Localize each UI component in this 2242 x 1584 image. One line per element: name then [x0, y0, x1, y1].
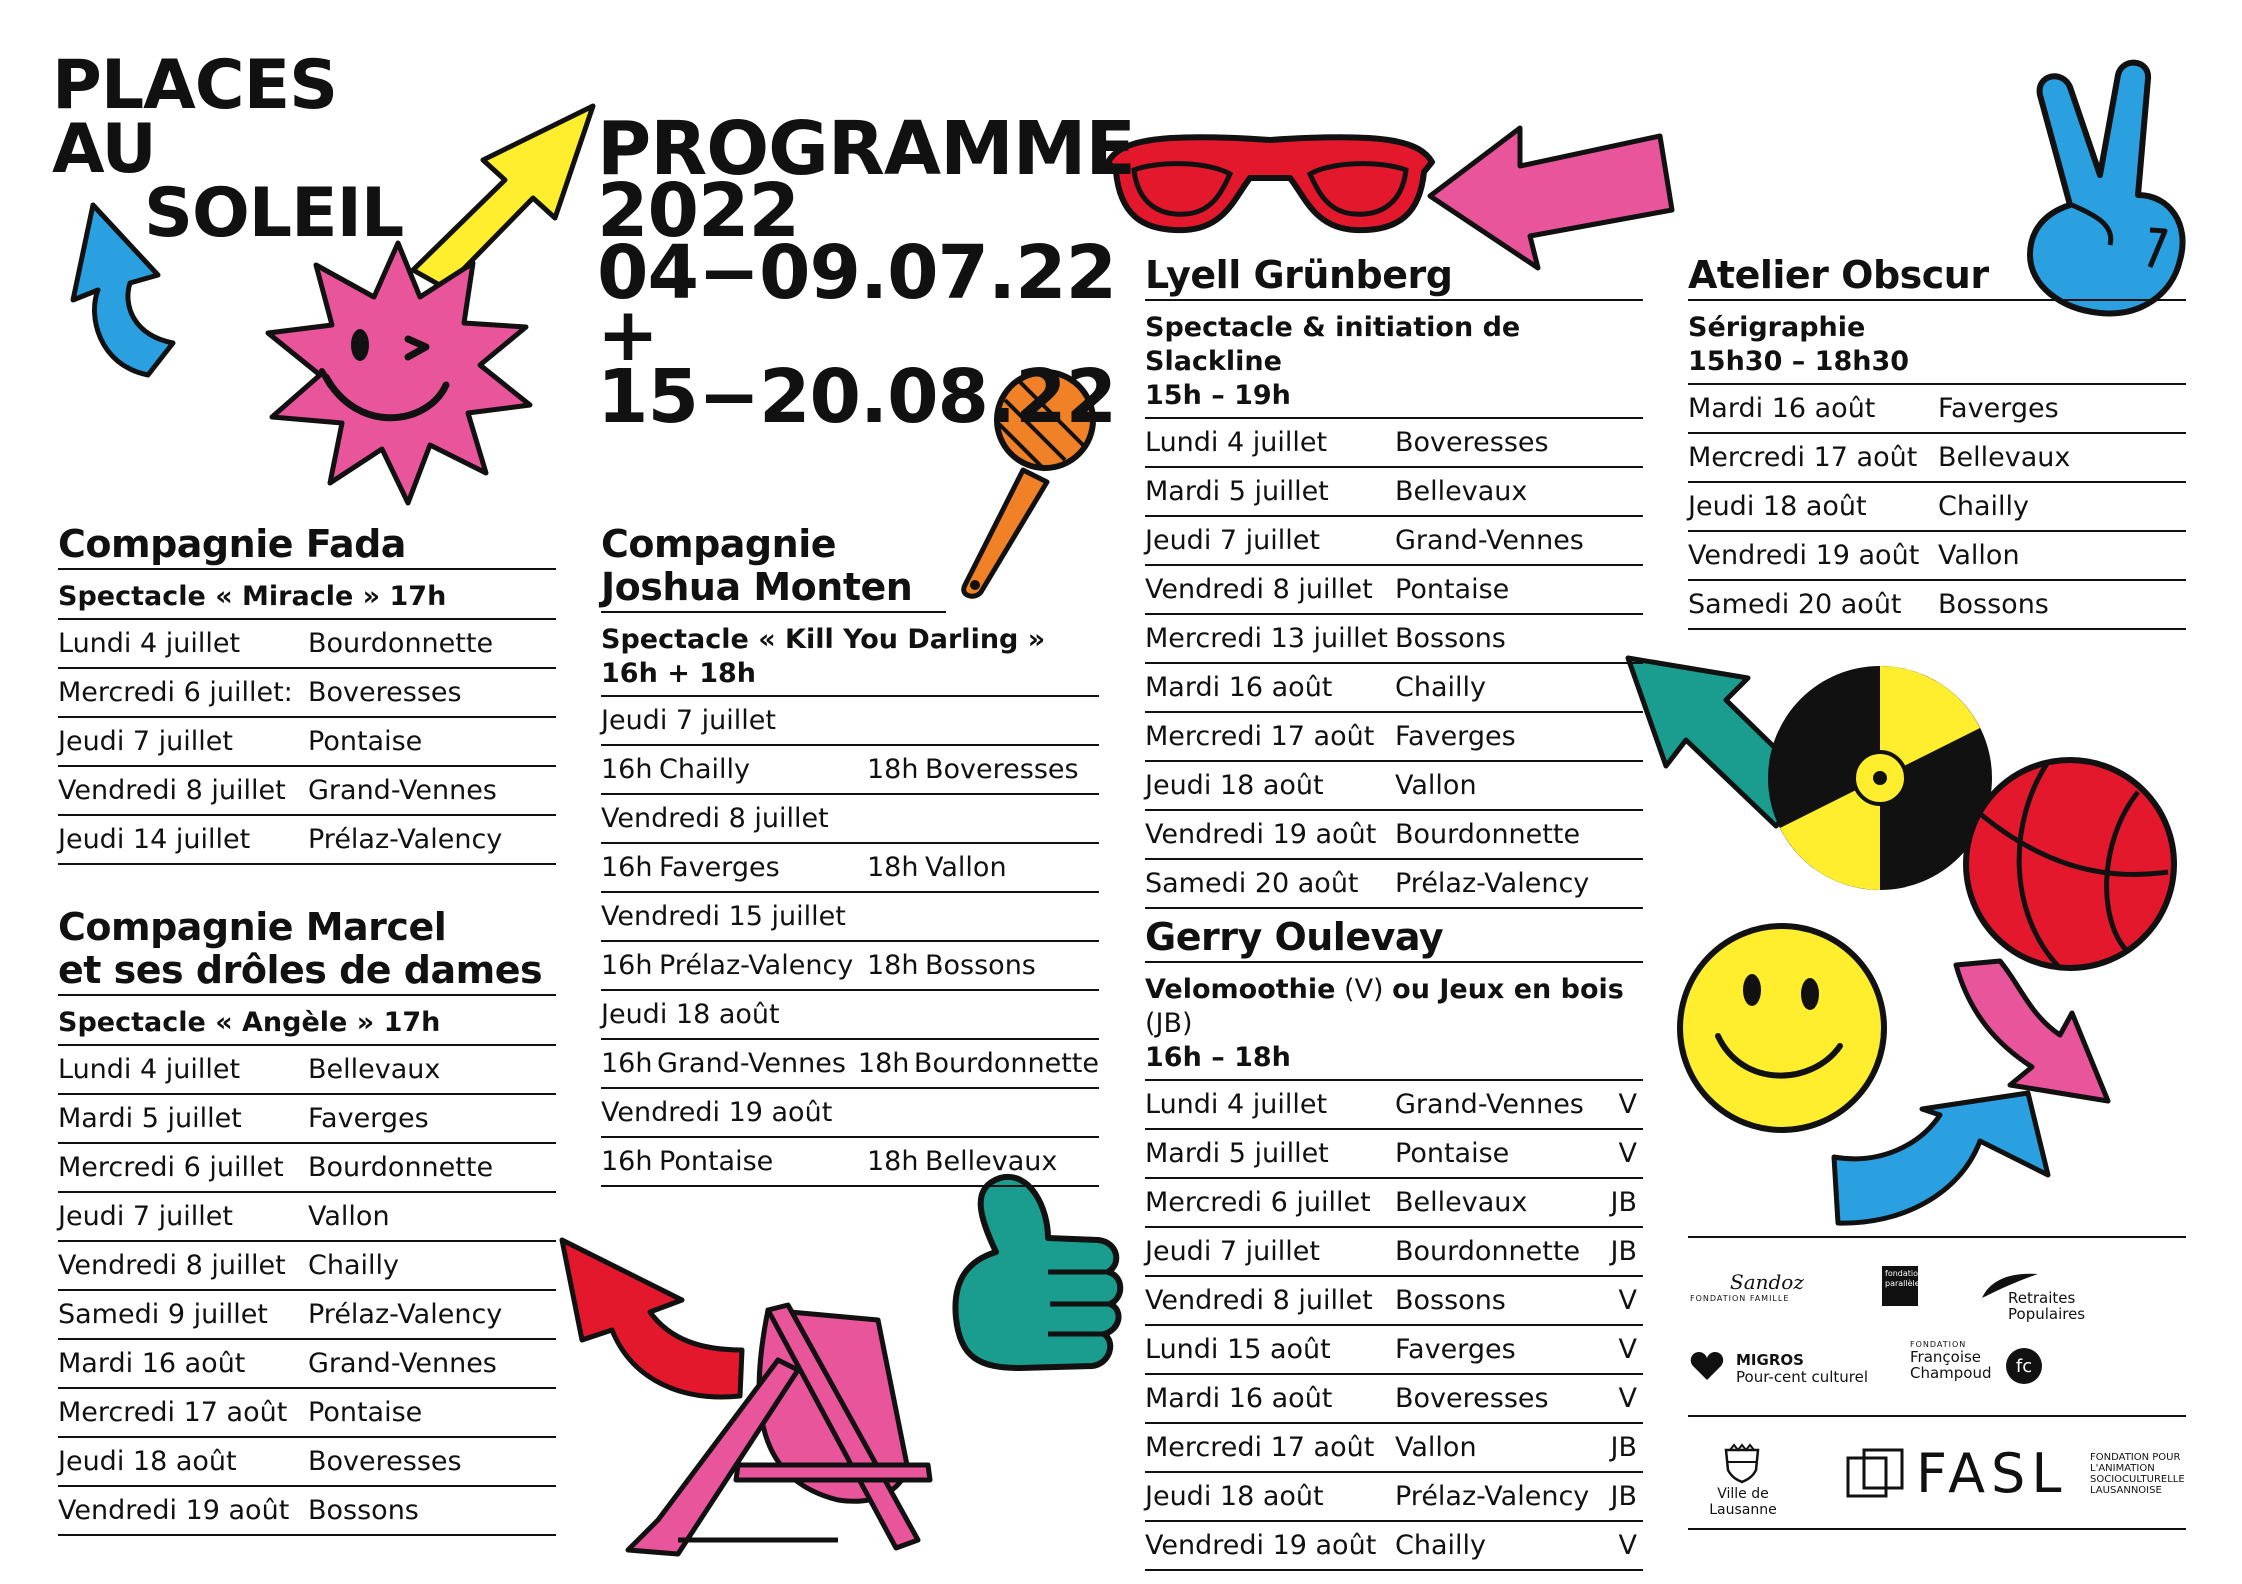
schedule-row — [1145, 419, 1643, 468]
row-time: 18h — [867, 950, 919, 981]
row-time: 18h — [857, 1048, 910, 1079]
schedule-row — [601, 942, 1099, 991]
schedule-row — [58, 669, 556, 718]
section-time: 16h + 18h — [601, 657, 1099, 697]
schedule-row — [601, 844, 1099, 893]
row-tag: V — [1618, 1383, 1637, 1414]
section-subtitle — [1145, 963, 1643, 1041]
row-date: Mardi 5 juillet — [58, 1103, 242, 1134]
section-compagnie-fada — [58, 523, 556, 865]
schedule-row — [1145, 1375, 1643, 1424]
row-place: Faverges — [1395, 1334, 1516, 1365]
row-date: Mardi 5 juillet — [1145, 1138, 1329, 1169]
row-tag: JB — [1610, 1432, 1637, 1463]
sandoz-sub: FONDATION FAMILLE — [1690, 1294, 1790, 1303]
row-place: Bourdonnette — [308, 628, 494, 659]
section-title: Joshua Monten — [601, 566, 946, 613]
row-place: Faverges — [1395, 721, 1516, 752]
row-date: Lundi 4 juillet — [1145, 427, 1328, 458]
schedule-row — [1145, 664, 1643, 713]
migros-sub: Pour-cent culturel — [1736, 1368, 1868, 1386]
section-subtitle: Spectacle « Miracle » 17h — [58, 570, 556, 620]
thumbs-up-icon — [930, 1168, 1130, 1388]
row-date: Jeudi 18 août — [1688, 491, 1867, 522]
schedule-row — [1145, 517, 1643, 566]
schedule-list — [58, 620, 556, 865]
schedule-row — [58, 620, 556, 669]
schedule-row — [58, 816, 556, 865]
fasl-line: L'ANIMATION — [2090, 1463, 2155, 1474]
parallele-line: fondation — [1885, 1269, 1924, 1278]
section-gerry-oulevay — [1145, 916, 1643, 1571]
row-tag: V — [1618, 1089, 1637, 1120]
section-compagnie-marcel — [58, 906, 556, 1536]
row-date: Vendredi 8 juillet — [1145, 1285, 1373, 1316]
heart-icon — [1690, 1352, 1724, 1382]
schedule-row — [1688, 581, 2186, 630]
row-place: Grand-Vennes — [308, 775, 497, 806]
parallele-line: parallèle — [1885, 1279, 1920, 1288]
row-place: Chailly — [1938, 491, 2029, 522]
schedule-row — [601, 1040, 1099, 1089]
row-place: Grand-Vennes — [657, 1048, 846, 1079]
subtitle-jeux: ou Jeux en bois — [1392, 974, 1624, 1005]
programme-plus: + — [597, 292, 659, 378]
schedule-row — [1688, 483, 2186, 532]
row-time: 18h — [867, 754, 919, 785]
schedule-row — [1145, 811, 1643, 860]
row-place: Pontaise — [308, 1397, 423, 1428]
row-place: Bourdonnette — [308, 1152, 494, 1183]
schedule-row — [1145, 615, 1643, 664]
section-subtitle: Spectacle « Angèle » 17h — [58, 996, 556, 1046]
row-time: 18h — [867, 852, 919, 883]
row-place: Bossons — [308, 1495, 419, 1526]
row-date: Vendredi 8 juillet — [1145, 574, 1373, 605]
pink-arrow-left-icon — [1420, 118, 1680, 258]
row-date: Vendredi 19 août — [601, 1097, 833, 1128]
migros-name: MIGROS — [1736, 1351, 1804, 1369]
schedule-row — [601, 697, 1099, 746]
section-time: 16h – 18h — [1145, 1041, 1643, 1081]
logos-divider-top — [1688, 1236, 2186, 1238]
lausanne-logo — [1688, 1444, 1798, 1518]
fc-line: Françoise — [1910, 1348, 1982, 1366]
row-date: Jeudi 7 juillet — [601, 705, 776, 736]
row-place: Bossons — [1395, 1285, 1506, 1316]
crest-icon — [1722, 1444, 1762, 1482]
row-date: Lundi 4 juillet — [1145, 1089, 1328, 1120]
row-place: Grand-Vennes — [1395, 525, 1584, 556]
row-date: Jeudi 18 août — [1145, 770, 1324, 801]
schedule-row — [1688, 434, 2186, 483]
schedule-row — [1145, 1473, 1643, 1522]
brand-line: SOLEIL — [144, 174, 404, 253]
row-date: Vendredi 15 juillet — [601, 901, 846, 932]
section-title: Atelier Obscur — [1688, 254, 2186, 301]
row-place: Pontaise — [1395, 1138, 1510, 1169]
schedule-row — [1145, 1179, 1643, 1228]
row-date: Mardi 5 juillet — [1145, 476, 1329, 507]
schedule-row — [1145, 1228, 1643, 1277]
row-place: Bossons — [1395, 623, 1506, 654]
row-time: 16h — [601, 754, 653, 785]
row-date: Samedi 9 juillet — [58, 1299, 268, 1330]
schedule-row — [58, 1389, 556, 1438]
programme-dates-august: 15−20.08.22 — [597, 354, 1117, 440]
schedule-row — [58, 1291, 556, 1340]
schedule-row — [1145, 713, 1643, 762]
francoise-champoud-logo — [1910, 1340, 1992, 1381]
schedule-row — [601, 1138, 1099, 1187]
row-date: Vendredi 8 juillet — [601, 803, 829, 834]
schedule-list — [58, 1046, 556, 1536]
brand-line: PLACES — [52, 46, 338, 125]
row-date: Mardi 16 août — [1145, 1383, 1333, 1414]
row-tag: V — [1618, 1138, 1637, 1169]
logos-divider-bottom — [1688, 1528, 2186, 1530]
row-place: Bellevaux — [308, 1054, 441, 1085]
programme-dates-july: 04−09.07.22 — [597, 230, 1117, 316]
row-date: Jeudi 7 juillet — [1145, 525, 1320, 556]
row-place: Bossons — [1938, 589, 2049, 620]
parallele-logo — [1882, 1266, 1924, 1306]
fasl-squares-icon — [1846, 1448, 1904, 1498]
row-place: Grand-Vennes — [308, 1348, 497, 1379]
migros-logo — [1690, 1352, 1868, 1386]
retraites-populaires-logo — [1980, 1270, 2085, 1322]
schedule-row — [601, 893, 1099, 942]
schedule-row — [58, 1340, 556, 1389]
section-title: et ses drôles de dames — [58, 949, 556, 996]
row-tag: V — [1618, 1285, 1637, 1316]
row-tag: JB — [1610, 1481, 1637, 1512]
section-subtitle: Spectacle « Kill You Darling » — [601, 624, 1046, 655]
schedule-list — [1688, 385, 2186, 630]
blue-arrow-right-icon — [1830, 1085, 2060, 1235]
row-place: Prélaz-Valency — [1395, 1481, 1590, 1512]
section-subtitle: Spectacle & initiation de Slackline — [1145, 312, 1521, 377]
row-date: Samedi 20 août — [1145, 868, 1359, 899]
row-date: Jeudi 7 juillet — [1145, 1236, 1320, 1267]
fc-line: Champoud — [1910, 1364, 1992, 1382]
section-joshua-monten — [601, 523, 1099, 1187]
brand-wordmark — [52, 46, 404, 253]
lausanne-name: Ville de Lausanne — [1709, 1486, 1777, 1518]
row-place: Bellevaux — [1938, 442, 2071, 473]
sandoz-name: Sandoz — [1730, 1270, 1804, 1294]
row-date: Vendredi 8 juillet — [58, 1250, 286, 1281]
section-atelier-obscur — [1688, 254, 2186, 630]
row-time: 16h — [601, 950, 653, 981]
section-title: Compagnie — [601, 522, 836, 566]
winking-sun-icon — [258, 235, 538, 515]
brand-line: AU — [52, 110, 156, 189]
row-date: Mercredi 6 juillet: — [58, 677, 293, 708]
section-lyell-grunberg — [1145, 254, 1643, 909]
row-date: Mercredi 6 juillet — [1145, 1187, 1371, 1218]
row-time: 16h — [601, 1048, 653, 1079]
row-place: Boveresses — [308, 677, 462, 708]
row-place: Bellevaux — [1395, 1187, 1528, 1218]
row-place: Bellevaux — [1395, 476, 1528, 507]
fasl-line: LAUSANNOISE — [2090, 1485, 2162, 1496]
row-place: Bourdonnette — [1395, 819, 1581, 850]
row-tag: V — [1618, 1334, 1637, 1365]
schedule-row — [1145, 1277, 1643, 1326]
row-date: Vendredi 19 août — [1145, 819, 1377, 850]
row-place: Chailly — [308, 1250, 399, 1281]
schedule-row — [58, 767, 556, 816]
row-place: Boveresses — [308, 1446, 462, 1477]
row-tag: V — [1618, 1530, 1637, 1561]
row-place: Boveresses — [1395, 1383, 1549, 1414]
schedule-list — [601, 697, 1099, 1187]
feather-icon — [1980, 1270, 2040, 1300]
row-date: Mercredi 17 août — [1145, 721, 1375, 752]
row-date: Mardi 16 août — [1688, 393, 1876, 424]
schedule-row — [1688, 385, 2186, 434]
schedule-list — [1145, 1081, 1643, 1571]
row-date: Jeudi 14 juillet — [58, 824, 251, 855]
row-tag: JB — [1610, 1187, 1637, 1218]
row-date: Vendredi 19 août — [58, 1495, 290, 1526]
row-date: Mardi 16 août — [58, 1348, 246, 1379]
row-time: 16h — [601, 1146, 653, 1177]
schedule-row — [58, 1487, 556, 1536]
row-place: Prélaz-Valency — [308, 824, 503, 855]
row-place: Faverges — [659, 852, 780, 883]
fc-mark: fc — [2006, 1348, 2042, 1384]
row-place: Bellevaux — [925, 1146, 1058, 1177]
row-place: Bourdonnette — [913, 1048, 1099, 1079]
row-date: Vendredi 19 août — [1688, 540, 1920, 571]
row-date: Jeudi 18 août — [601, 999, 780, 1030]
row-place: Vallon — [925, 852, 1007, 883]
row-date: Mercredi 6 juillet — [58, 1152, 284, 1183]
row-date: Jeudi 7 juillet — [58, 726, 233, 757]
pink-arrow-down-icon — [1950, 955, 2130, 1105]
section-subtitle: Sérigraphie — [1688, 312, 1866, 343]
retraites-line: Retraites — [2008, 1289, 2076, 1307]
row-place: Boveresses — [1395, 427, 1549, 458]
schedule-row — [58, 1242, 556, 1291]
section-time: 15h30 – 18h30 — [1688, 345, 2186, 385]
sandoz-logo — [1690, 1270, 1810, 1310]
schedule-row — [601, 795, 1099, 844]
schedule-row — [1145, 1081, 1643, 1130]
schedule-row — [1145, 1522, 1643, 1571]
row-place: Grand-Vennes — [1395, 1089, 1584, 1120]
row-date: Lundi 15 août — [1145, 1334, 1331, 1365]
row-date: Lundi 4 juillet — [58, 1054, 241, 1085]
subtitle-tag-jb: (JB) — [1145, 1008, 1193, 1039]
programme-title: PROGRAMME — [597, 106, 1135, 192]
fasl-wordmark: FASL — [1916, 1442, 2068, 1505]
schedule-list — [1145, 419, 1643, 909]
fasl-line: FONDATION POUR — [2090, 1452, 2181, 1463]
basketball-icon — [1948, 752, 2198, 982]
row-date: Jeudi 7 juillet — [58, 1201, 233, 1232]
row-place: Chailly — [1395, 1530, 1486, 1561]
programme-heading — [597, 106, 1135, 440]
schedule-row — [58, 1046, 556, 1095]
row-place: Pontaise — [1395, 574, 1510, 605]
row-date: Mercredi 17 août — [58, 1397, 288, 1428]
row-place: Vallon — [1395, 770, 1477, 801]
programme-year: 2022 — [597, 168, 799, 254]
row-place: Vallon — [1395, 1432, 1477, 1463]
schedule-row — [1145, 1326, 1643, 1375]
fasl-line: SOCIOCULTURELLE — [2090, 1474, 2185, 1485]
row-time: 18h — [867, 1146, 919, 1177]
row-date: Samedi 20 août — [1688, 589, 1902, 620]
row-date: Jeudi 18 août — [58, 1446, 237, 1477]
schedule-row — [1145, 468, 1643, 517]
schedule-row — [1145, 860, 1643, 909]
fasl-subtext — [2090, 1452, 2185, 1496]
row-place: Bossons — [925, 950, 1036, 981]
row-place: Prélaz-Valency — [308, 1299, 503, 1330]
row-date: Lundi 4 juillet — [58, 628, 241, 659]
row-place: Bourdonnette — [1395, 1236, 1581, 1267]
schedule-row — [601, 1089, 1099, 1138]
schedule-row — [58, 1438, 556, 1487]
row-place: Chailly — [1395, 672, 1486, 703]
schedule-row — [58, 718, 556, 767]
row-date: Jeudi 18 août — [1145, 1481, 1324, 1512]
section-title: Compagnie Fada — [58, 523, 556, 570]
schedule-row — [58, 1095, 556, 1144]
row-place: Faverges — [1938, 393, 2059, 424]
row-date: Vendredi 19 août — [1145, 1530, 1377, 1561]
row-place: Prélaz-Valency — [659, 950, 854, 981]
fc-line: FONDATION — [1910, 1340, 1967, 1349]
row-place: Vallon — [1938, 540, 2020, 571]
row-date: Vendredi 8 juillet — [58, 775, 286, 806]
row-date: Mercredi 17 août — [1688, 442, 1918, 473]
row-place: Faverges — [308, 1103, 429, 1134]
schedule-row — [1145, 1130, 1643, 1179]
row-tag: JB — [1610, 1236, 1637, 1267]
schedule-row — [1688, 532, 2186, 581]
row-time: 16h — [601, 852, 653, 883]
sunglasses-icon — [1100, 92, 1440, 242]
schedule-row — [1145, 566, 1643, 615]
deck-chair-icon — [618, 1290, 948, 1560]
retraites-line: Populaires — [2008, 1305, 2086, 1323]
section-title: Lyell Grünberg — [1145, 254, 1643, 301]
row-place: Prélaz-Valency — [1395, 868, 1590, 899]
row-place: Vallon — [308, 1201, 390, 1232]
subtitle-tag-v: (V) — [1335, 974, 1393, 1005]
row-place: Chailly — [659, 754, 750, 785]
section-title: Gerry Oulevay — [1145, 916, 1643, 963]
schedule-row — [58, 1193, 556, 1242]
row-date: Mercredi 13 juillet — [1145, 623, 1388, 654]
subtitle-velomoothie: Velomoothie — [1145, 974, 1336, 1005]
schedule-row — [601, 991, 1099, 1040]
schedule-row — [601, 746, 1099, 795]
logos-divider-middle — [1688, 1415, 2186, 1417]
row-date: Mercredi 17 août — [1145, 1432, 1375, 1463]
row-place: Boveresses — [925, 754, 1079, 785]
section-title: Compagnie Marcel — [58, 905, 447, 949]
schedule-row — [1145, 762, 1643, 811]
row-place: Pontaise — [659, 1146, 774, 1177]
section-time: 15h – 19h — [1145, 379, 1643, 419]
schedule-row — [58, 1144, 556, 1193]
row-date: Mardi 16 août — [1145, 672, 1333, 703]
row-place: Pontaise — [308, 726, 423, 757]
schedule-row — [1145, 1424, 1643, 1473]
